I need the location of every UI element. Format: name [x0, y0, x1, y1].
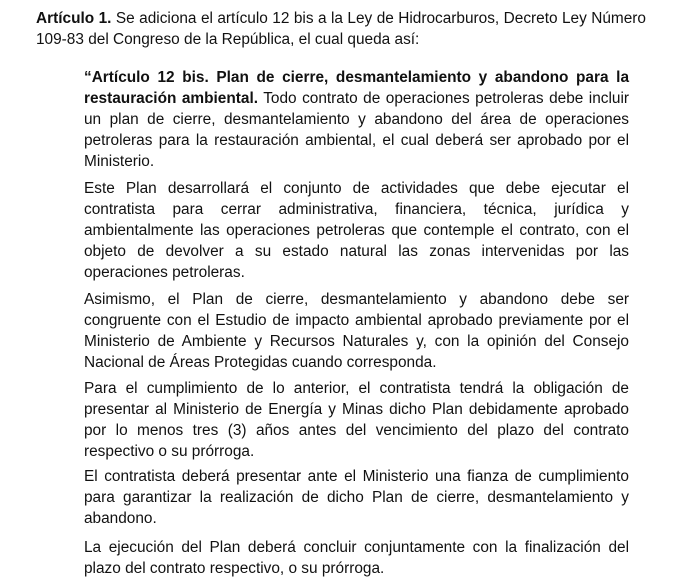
article-number-label: Artículo 1. — [36, 10, 112, 27]
article-intro-paragraph — [36, 8, 646, 50]
article-12-bis-paragraph-6: La ejecución del Plan deberá concluir conjuntamente con la finalización del plazo del contrato respectivo, o su prórroga. — [84, 539, 629, 577]
article-12-bis-paragraph-1-text: Todo contrato de operaciones petroleras debe incluir un plan de cierre, desmantelamiento y abandono del área de operaciones petroleras para la restauración ambiental, el cual deberá ser aprobado por el Ministerio. — [84, 90, 630, 170]
article-12-bis-paragraph-4: Para el cumplimiento de lo anterior, el contratista tendrá la obligación de presentar al Ministerio de Energía y Minas dicho Plan debidamente aprobado por lo menos tres (3) años antes del vencimiento del plazo del contrato respectivo o su prórroga. — [84, 380, 629, 460]
article-12-bis-paragraph-3: Asimismo, el Plan de cierre, desmantelamiento y abandono debe ser congruente con el Estudio de impacto ambiental aprobado previamente por el Ministerio de Ambiente y Recursos Naturales y, con la opinión del Consejo Nacional de Áreas Protegidas cuando corresponda. — [84, 291, 629, 371]
article-12-bis-paragraph-2: Este Plan desarrollará el conjunto de actividades que debe ejecutar el contratista para cerrar administrativa, financiera, técnica, jurídica y ambientalmente las operaciones petroleras que contemple el contrato, con el objeto de devolver a su estado natural las zonas intervenidas por las operaciones petroleras. — [84, 180, 629, 281]
article-intro-text: Se adiciona el artículo 12 bis a la Ley de Hidrocarburos, Decreto Ley Número 109-83 del Congreso de la República, el cual queda así: — [36, 10, 646, 48]
article-12-bis-paragraph-1 — [84, 67, 629, 172]
article-12-bis-paragraph-5: El contratista deberá presentar ante el Ministerio una fianza de cumplimiento para garantizar la realización de dicho Plan de cierre, desmantelamiento y abandono. — [84, 468, 629, 527]
article-12-bis-heading: “Artículo 12 bis. Plan de cierre, desmantelamiento y abandono para la restauración ambiental. — [84, 69, 629, 107]
